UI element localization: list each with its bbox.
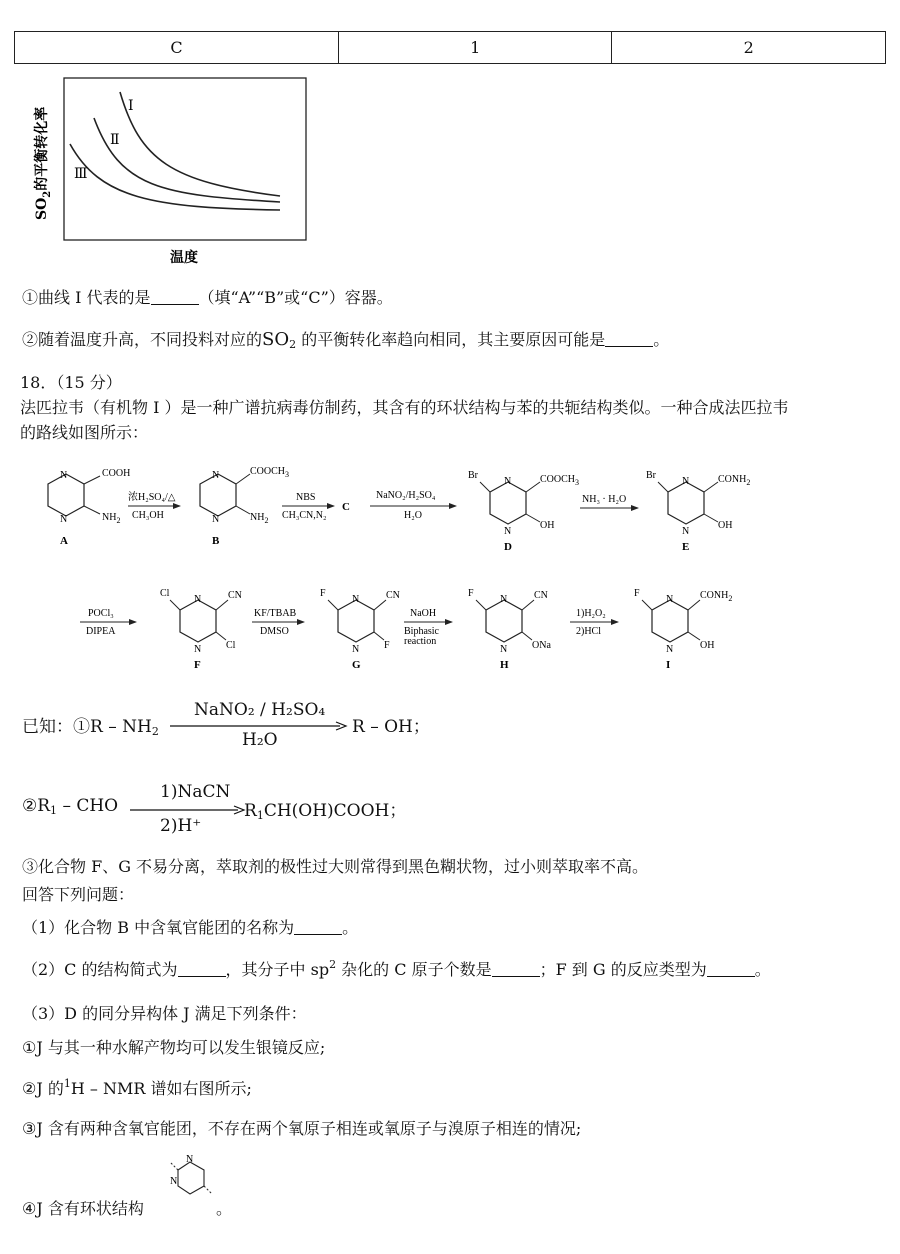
reaction-arrow-7: [404, 608, 452, 647]
svg-text:I: I: [666, 659, 671, 671]
svg-text:DMSO: DMSO: [260, 626, 289, 637]
svg-text:E: E: [682, 541, 690, 553]
svg-text:N: N: [352, 594, 360, 605]
svg-text:Br: Br: [646, 470, 656, 481]
svg-text:N: N: [682, 476, 690, 487]
reaction-arrow: [130, 805, 250, 815]
svg-text:KF/TBAB: KF/TBAB: [254, 608, 297, 619]
reaction-arrow-6: [252, 608, 304, 637]
svg-text:CONH2: $CONH_2$: [718, 474, 751, 487]
conversion-graph: [20, 70, 320, 270]
compound-E: [646, 470, 750, 553]
svg-text:DIPEA: DIPEA: [86, 626, 116, 637]
svg-text:COOH: COOH: [102, 468, 131, 479]
compound-C: C: [342, 501, 350, 513]
svg-text:N: N: [60, 514, 68, 525]
svg-text:NBS: NBS: [296, 492, 316, 503]
graph-ylabel: [33, 107, 53, 220]
answer-blank[interactable]: [178, 962, 226, 977]
svg-text:F: F: [634, 588, 640, 599]
svg-text:Cl: Cl: [160, 588, 170, 599]
svg-text:CN: CN: [228, 590, 242, 601]
compound-I: [634, 588, 732, 671]
svg-text:浓H₂SO₄/△: 浓H₂SO₄/△: [128, 492, 176, 503]
svg-text:2)HCl: 2)HCl: [576, 626, 601, 637]
svg-text:NH2: $NH_2$: [250, 512, 269, 525]
svg-text:H₂O: H₂O: [404, 510, 422, 521]
compound-F: [160, 588, 242, 671]
table-cell: 2: [612, 32, 886, 64]
svg-text:CN: CN: [386, 590, 400, 601]
question-2: （2）C 的结构简式为 ，其分子中 $sp^2$ 杂化的 C 原子个数是 ；F 到 G 的反应类型为 。: [22, 958, 771, 979]
svg-text:Biphasic: Biphasic: [404, 626, 439, 637]
compound-B: [200, 466, 289, 547]
reaction-arrow-1: [128, 490, 180, 521]
table-cell: C: [15, 32, 339, 64]
condition-2: ②J 的$^1$H – NMR 谱如右图所示;: [22, 1077, 252, 1098]
svg-text:SO2的平衡转化率: $SO_2$的平衡转化率: [34, 106, 53, 220]
svg-text:reaction: reaction: [404, 636, 437, 647]
compound-A: [48, 468, 130, 547]
svg-text:CH₃OH: CH₃OH: [132, 510, 164, 521]
table-row: [15, 32, 886, 64]
svg-text:N: N: [504, 476, 512, 487]
svg-text:NaOH: NaOH: [410, 608, 437, 619]
synthesis-row-1: [20, 458, 890, 578]
svg-text:1)H₂O₂: 1)H₂O₂: [576, 608, 606, 619]
q18-header: 18．（15 分）: [20, 373, 122, 392]
known-reaction-1: 已知：①R – $NH_2$ NaNO₂ / H₂SO₄ H₂O R – OH；: [22, 700, 430, 750]
pyrimidine-ring: [162, 1152, 222, 1214]
svg-text:NH₃ · H₂O: NH₃ · H₂O: [582, 494, 627, 505]
curve-label-3: Ⅲ: [74, 166, 88, 182]
svg-text:B: B: [212, 535, 220, 547]
svg-text:NH2: $NH_2$: [102, 512, 121, 525]
reaction-arrow-3: [370, 490, 456, 521]
questions-intro: 回答下列问题：: [22, 885, 135, 904]
answer-blank[interactable]: [605, 332, 653, 347]
reaction-arrow-4: [580, 494, 638, 508]
svg-text:G: G: [352, 659, 361, 671]
curve-2: [94, 118, 280, 202]
svg-text:N: N: [504, 526, 512, 537]
reaction-arrow-8: [570, 608, 618, 637]
svg-text:F: F: [468, 588, 474, 599]
q17-part1: ①曲线 I 代表的是 （填“A”“B”或“C”）容器。: [22, 288, 393, 307]
svg-text:N: N: [186, 1154, 194, 1165]
svg-text:Br: Br: [468, 470, 478, 481]
answer-blank[interactable]: [151, 290, 199, 305]
svg-text:N: N: [194, 594, 202, 605]
svg-text:N: N: [682, 526, 690, 537]
graph-xlabel: 温度: [170, 250, 198, 266]
svg-text:CONH2: $CONH_2$: [700, 590, 733, 603]
svg-text:Cl: Cl: [226, 640, 236, 651]
svg-text:COOCH3: $COOCH_3$: [250, 466, 290, 479]
svg-text:N: N: [212, 470, 220, 481]
svg-text:N: N: [666, 644, 674, 655]
svg-text:NaNO₂/H₂SO₄: NaNO₂/H₂SO₄: [376, 490, 436, 501]
svg-text:CN: CN: [534, 590, 548, 601]
curve-label-1: I: [128, 98, 134, 114]
svg-text:CH₃CN,N₂: CH₃CN,N₂: [282, 510, 327, 521]
compound-G: [320, 588, 400, 671]
table-cell: 1: [338, 32, 612, 64]
svg-text:N: N: [60, 470, 68, 481]
answer-blank[interactable]: [492, 962, 540, 977]
svg-text:N: N: [212, 514, 220, 525]
svg-text:OH: OH: [700, 640, 715, 651]
curve-label-2: Ⅱ: [110, 132, 120, 148]
svg-text:N: N: [170, 1176, 178, 1187]
svg-text:POCl₃: POCl₃: [88, 608, 114, 619]
answer-blank[interactable]: [294, 920, 342, 935]
svg-text:ONa: ONa: [532, 640, 551, 651]
question-3: （3）D 的同分异构体 J 满足下列条件：: [22, 1004, 307, 1023]
q18-intro-line1: 法匹拉韦（有机物 I ）是一种广谱抗病毒仿制药，其含有的环状结构与苯的共轭结构类似。一种合成法匹拉韦: [20, 398, 789, 417]
condition-3: ③J 含有两种含氧官能团，不存在两个氧原子相连或氧原子与溴原子相连的情况;: [22, 1119, 582, 1138]
known-reaction-2: $②R_1$ – CHO 1)NaCN 2)H⁺ $R_1CH(OH)COOH$；: [22, 782, 407, 836]
svg-text:OH: OH: [718, 520, 733, 531]
svg-text:N: N: [500, 644, 508, 655]
graph-frame: [64, 78, 306, 240]
svg-text:OH: OH: [540, 520, 555, 531]
svg-text:N: N: [666, 594, 674, 605]
svg-text:N: N: [352, 644, 360, 655]
answer-blank[interactable]: [707, 962, 755, 977]
svg-text:N: N: [194, 644, 202, 655]
data-table: [14, 31, 886, 64]
svg-text:H: H: [500, 659, 509, 671]
synthesis-row-2: [20, 580, 890, 680]
known-note-3: ③化合物 F、G 不易分离，萃取剂的极性过大则常得到黑色糊状物，过小则萃取率不高。: [22, 857, 649, 876]
question-1: （1）化合物 B 中含氧官能团的名称为 。: [22, 918, 359, 937]
reaction-arrow-5: [80, 608, 136, 637]
condition-1: ①J 与其一种水解产物均可以发生银镜反应;: [22, 1038, 326, 1057]
svg-text:COOCH3: $COOCH_3$: [540, 474, 580, 487]
compound-H: [468, 588, 551, 671]
q17-part2: ②随着温度升高，不同投料对应的$SO_2$ 的平衡转化率趋向相同，其主要原因可能是 。: [22, 329, 670, 351]
svg-text:F: F: [384, 640, 390, 651]
svg-text:D: D: [504, 541, 512, 553]
svg-text:F: F: [320, 588, 326, 599]
reaction-arrow-2: [282, 492, 334, 521]
svg-text:N: N: [500, 594, 508, 605]
condition-4: ④J 含有环状结构: [22, 1199, 144, 1218]
svg-text:F: F: [194, 659, 201, 671]
q18-intro-line2: 的路线如图所示：: [20, 423, 149, 442]
compound-D: [468, 470, 579, 553]
svg-text:A: A: [60, 535, 68, 547]
condition-4-end: 。: [216, 1199, 233, 1218]
